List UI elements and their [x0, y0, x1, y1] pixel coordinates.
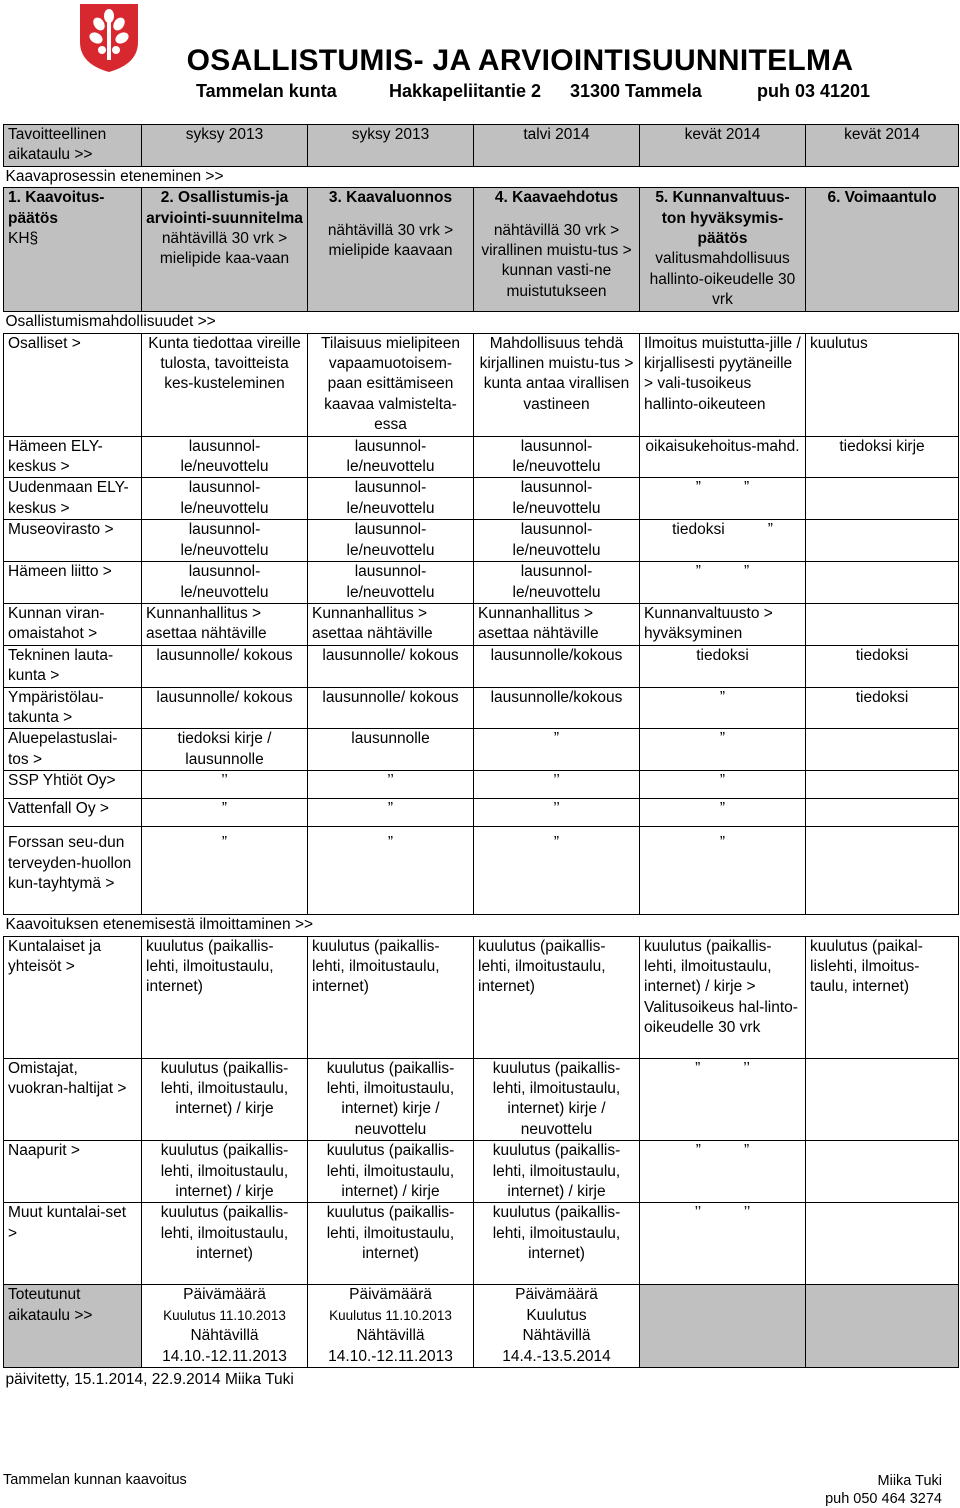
phone: puh 03 41201: [757, 81, 871, 101]
phase-row: [4, 188, 959, 312]
schedule-col: kevät 2014: [806, 125, 959, 167]
table-row: Vattenfall Oy > ” ” ’’ ”: [4, 799, 959, 827]
table-row: Ympäristölau-takunta > lausunnolle/ kokous lausunnolle/ kokous lausunnolle/kokous ” tiedoksi: [4, 687, 959, 729]
table-row: Muut kuntalai-set > kuulutus (paikallis-lehti, ilmoitustaulu, internet) kuulutus (paikallis-lehti, ilmoitustaulu, internet) kuulutus (paikallis-lehti, ilmoitustaulu, internet) ’’ ’’: [4, 1203, 959, 1285]
table-row: Kunnan viran-omaistahot > Kunnanhallitus > asettaa nähtäville Kunnanhallitus > asettaa nähtäville Kunnanhallitus > asettaa nähtäville Kunnanvaltuusto > hyväksyminen: [4, 603, 959, 645]
phase-cell: 3. Kaavaluonnos nähtävillä 30 vrk > mielipide kaavaan: [308, 188, 474, 312]
updated-row: [4, 1368, 959, 1393]
table-row: SSP Yhtiöt Oy> ’’ ’’ ’’ ”: [4, 771, 959, 799]
updated-note: päivitetty, 15.1.2014, 22.9.2014 Miika Tuki: [5, 1371, 294, 1389]
plan-table: [3, 124, 959, 1392]
schedule-col: talvi 2014: [474, 125, 640, 167]
section-heading: Osallistumismahdollisuudet >>: [5, 313, 216, 331]
footer-contact: Miika Tuki puh 050 464 3274: [825, 1473, 942, 1507]
table-row: Hämeen liitto > lausunnol-le/neuvottelu lausunnol-le/neuvottelu lausunnol-le/neuvottelu ” ”: [4, 562, 959, 604]
schedule-col: syksy 2013: [142, 125, 308, 167]
address: Hakkapeliitantie 2: [389, 81, 542, 101]
table-row: Forssan seu-dun terveyden-huollon kun-tayhtymä > ” ” ” ”: [4, 827, 959, 915]
realized-col: Päivämäärä Kuulutus 11.10.2013 Nähtävillä 14.10.-12.11.2013: [308, 1285, 474, 1368]
page-title: OSALLISTUMIS- JA ARVIOINTISUUNNITELMA: [186, 44, 854, 77]
table-row: Uudenmaan ELY-keskus > lausunnol-le/neuvottelu lausunnol-le/neuvottelu lausunnol-le/neuvottelu ” ”: [4, 478, 959, 520]
table-row: Museovirasto > lausunnol-le/neuvottelu lausunnol-le/neuvottelu lausunnol-le/neuvottelu tiedoksi ”: [4, 520, 959, 562]
table-row: Tekninen lauta-kunta > lausunnolle/ kokous lausunnolle/ kokous lausunnolle/kokous tiedoksi tiedoksi: [4, 645, 959, 687]
schedule-row: [4, 125, 959, 167]
phase-cell: 5. Kunnanvaltuus-ton hyväksymis-päätös valitusmahdollisuus hallinto-oikeudelle 30 vrk: [640, 188, 806, 312]
table-row: Naapurit > kuulutus (paikallis-lehti, ilmoitustaulu, internet) / kirje kuulutus (paikallis-lehti, ilmoitustaulu, internet) / kirje kuulutus (paikallis-lehti, ilmoitustaulu, internet) / kirje ” ”: [4, 1141, 959, 1203]
municipality-name: Tammelan kunta: [196, 81, 337, 101]
table-row: Aluepelastuslai-tos > tiedoksi kirje / lausunnolle lausunnolle ” ”: [4, 729, 959, 771]
phase-cell: 6. Voimaantulo: [806, 188, 959, 312]
table-row: Kuntalaiset ja yhteisöt > kuulutus (paikallis-lehti, ilmoitustaulu, internet) kuulutus (paikallis-lehti, ilmoitustaulu, internet) kuulutus (paikallis-lehti, ilmoitustaulu, internet) kuulutus (paikallis-lehti, ilmoitustaulu, internet) / kirje > Valitusoikeus hal-linto-oikeudelle 30 vrk kuulutus (paikal-lislehti, ilmoitus-taulu, internet): [4, 936, 959, 1058]
realized-col: Päivämäärä Kuulutus 11.10.2013 Nähtävillä 14.10.-12.11.2013: [142, 1285, 308, 1368]
section-heading: Kaavaprosessin eteneminen >>: [5, 167, 224, 185]
phase-cell: 4. Kaavaehdotus nähtävillä 30 vrk > virallinen muistu-tus > kunnan vasti-ne muistutukseen: [474, 188, 640, 312]
table-row: Omistajat, vuokran-haltijat > kuulutus (paikallis-lehti, ilmoitustaulu, internet) / kirje kuulutus (paikallis-lehti, ilmoitustaulu, internet) kirje / neuvottelu kuulutus (paikallis-lehti, ilmoitustaulu, internet) kirje / neuvottelu ” ’’: [4, 1058, 959, 1141]
section-heading: Kaavoituksen etenemisestä ilmoittaminen >>: [5, 916, 314, 934]
schedule-col: syksy 2013: [308, 125, 474, 167]
footer-department: Tammelan kunnan kaavoitus: [3, 1472, 187, 1488]
realized-row: Toteutunut aikataulu >> Päivämäärä Kuulutus 11.10.2013 Nähtävillä 14.10.-12.11.2013 Päivämäärä Kuulutus 11.10.2013 Nähtävillä 14.10.-12.11.2013 Päivämäärä Kuulutus Nähtävillä 14.4.-13.5.2014: [4, 1285, 959, 1368]
schedule-label: Tavoitteellinen aikataulu >>: [4, 125, 142, 167]
table-row: Osalliset > Kunta tiedottaa vireille tulosta, tavoitteista kes-kusteleminen Tilaisuus mielipiteen vapaamuotoisem-paan esittämiseen kaavaa valmistelta-essa Mahdollisuus tehdä kirjallinen muistu-tus > kunta antaa virallisen vastineen Ilmoitus muistutta-jille / kirjallisesti pyytäneille > vali-tusoikeus hallinto-oikeuteen kuulutus: [4, 333, 959, 436]
phase-cell: 2. Osallistumis-ja arviointi-suunnitelma nähtävillä 30 vrk > mielipide kaa-vaan: [142, 188, 308, 312]
table-row: Hämeen ELY-keskus > lausunnol-le/neuvottelu lausunnol-le/neuvottelu lausunnol-le/neuvottelu oikaisukehoitus-mahd. tiedoksi kirje: [4, 436, 959, 478]
schedule-col: kevät 2014: [640, 125, 806, 167]
realized-col: Päivämäärä Kuulutus Nähtävillä 14.4.-13.5.2014: [474, 1285, 640, 1368]
postal-code: 31300 Tammela: [570, 81, 702, 101]
phase-cell: 1. Kaavoitus-päätös KH§: [4, 188, 142, 312]
